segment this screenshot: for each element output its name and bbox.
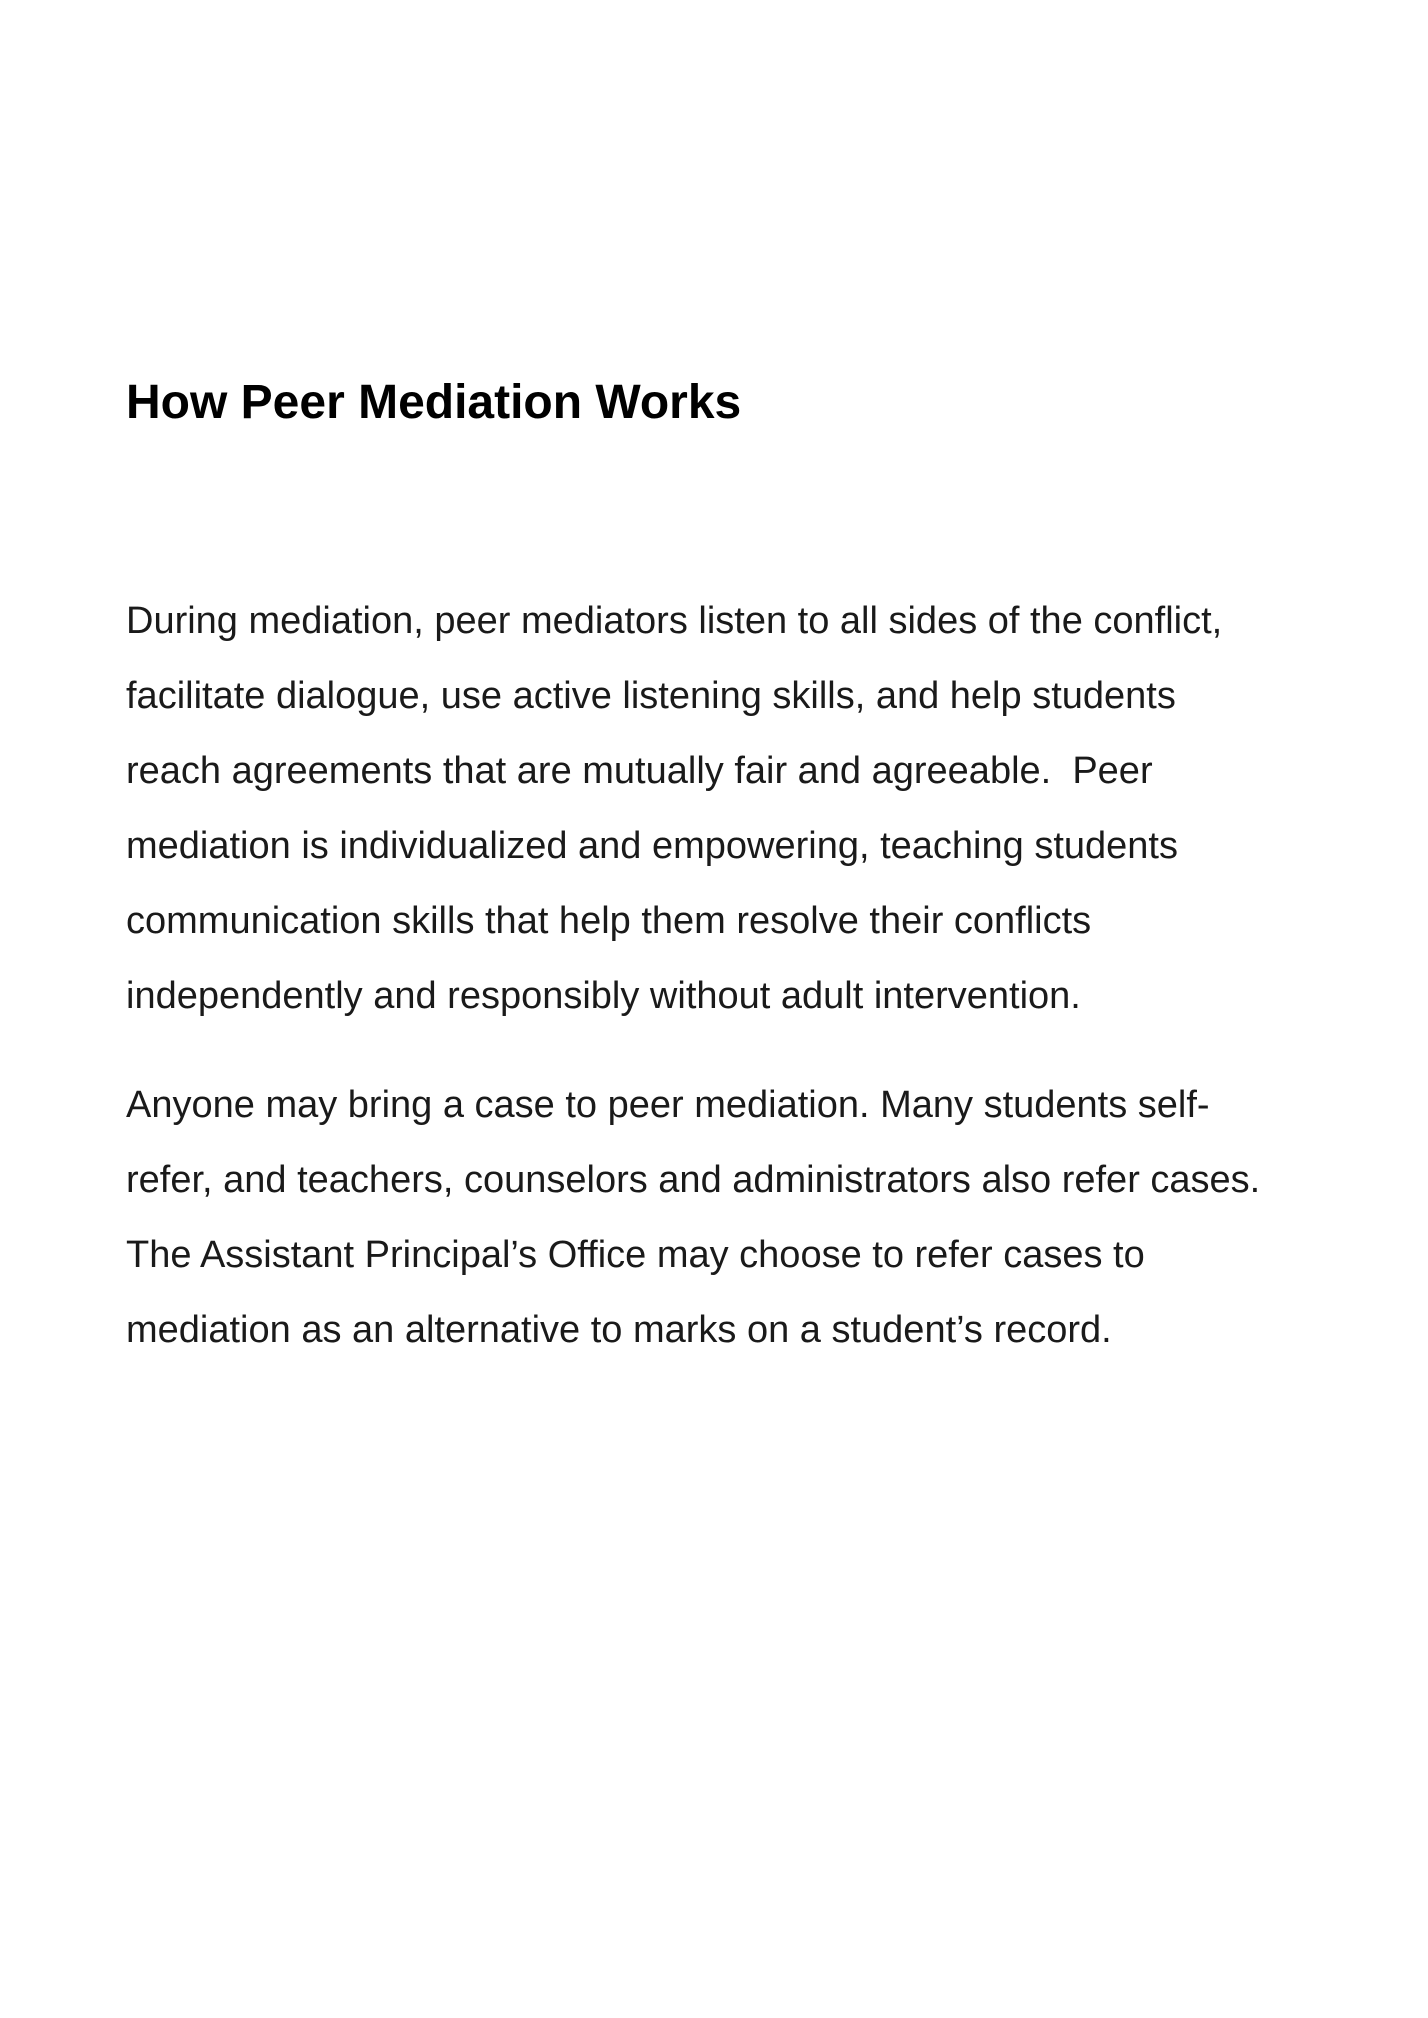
paragraph-line: refer, and teachers, counselors and administrators also refer cases. [126, 1159, 1261, 1201]
paragraph-line: mediation as an alternative to marks on a student’s record. [126, 1309, 1112, 1351]
page-title: How Peer Mediation Works [126, 376, 742, 429]
paragraph-line: communication skills that help them resolve their conflicts [126, 900, 1092, 942]
paragraph-line: The Assistant Principal’s Office may choose to refer cases to [126, 1234, 1145, 1276]
paragraph-line: Anyone may bring a case to peer mediation. Many students self- [126, 1084, 1210, 1126]
paragraph-line: During mediation, peer mediators listen to all sides of the conflict, [126, 600, 1223, 642]
paragraph-line: reach agreements that are mutually fair and agreeable. Peer [126, 750, 1153, 792]
paragraph-line: facilitate dialogue, use active listening skills, and help students [126, 675, 1176, 717]
paragraph-referrals [126, 1068, 1346, 1368]
paragraph-how-mediation-works [126, 584, 1346, 1034]
paragraph-line: mediation is individualized and empowering, teaching students [126, 825, 1178, 867]
paragraph-line: independently and responsibly without adult intervention. [126, 975, 1081, 1017]
